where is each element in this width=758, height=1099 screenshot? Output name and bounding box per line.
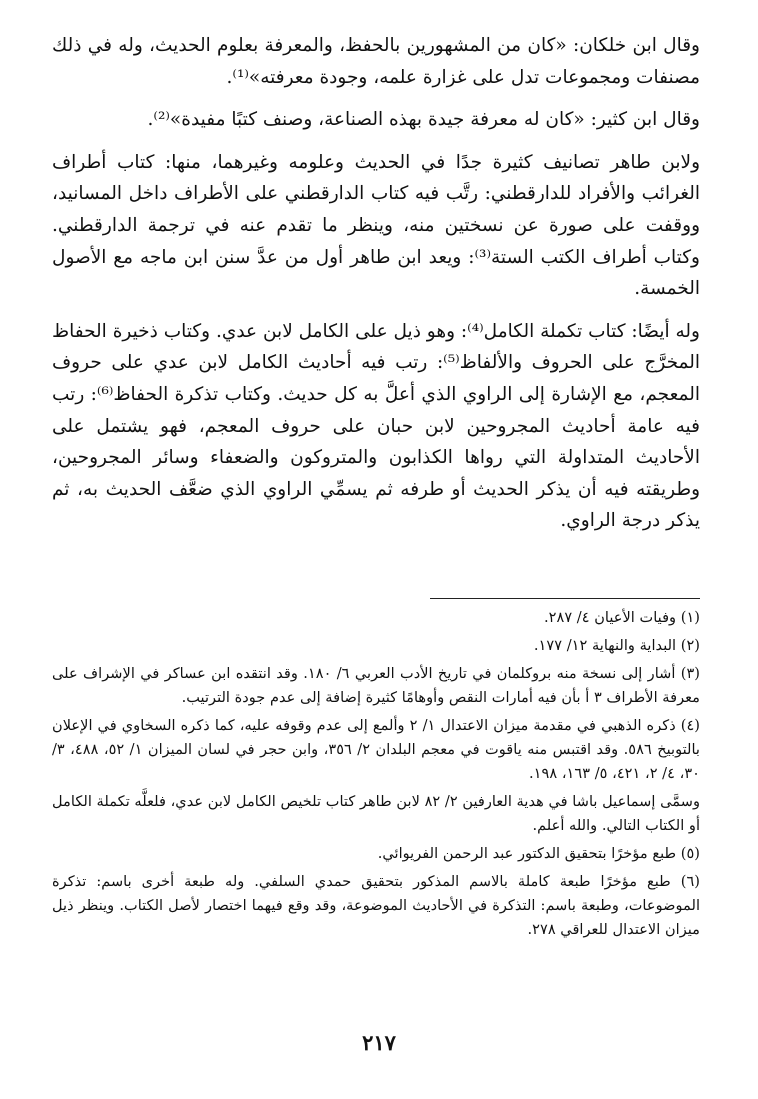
- footnote-3: (٣) أشار إلى نسخة منه بروكلمان في تاريخ الأدب العربي ٦/ ١٨٠. وقد انتقده ابن عساكر في الإشراف على معرفة الأطراف ٣ أ بأن فيه أمارات النقص وأوهامًا كثيرة إضافة إلى عدم جودة الترتيب.: [52, 665, 700, 706]
- paragraph-ibn-kathir-quote: وقال ابن كثير: «كان له معرفة جيدة بهذه الصناعة، وصنف كتبًا مفيدة»⁽²⁾.: [147, 109, 700, 131]
- footnote-6: (٦) طبع مؤخرًا طبعة كاملة بالاسم المذكور بتحقيق حمدي السلفي. وله طبعة أخرى باسم: تذكرة الموضوعات، وطبعة باسم: التذكرة في الأحاديث الموضوعة، وقد وقع فيهما اختصار لأصل الكتاب. وينظر ذيل ميزان الاعتدال للعراقي ٢٧٨.: [52, 873, 700, 938]
- paragraph-works-atraf: ولابن طاهر تصانيف كثيرة جدًا في الحديث وعلومه وغيرهما، منها: كتاب أطراف الغرائب والأفراد للدارقطني: رتَّب فيه كتاب الدارقطني على الأطراف داخل المسانيد، ووقفت على صورة عن نسختين منه، وينظر ما تقدم عنه في ترجمة الدارقطني. وكتاب أطراف الكتب الستة⁽³⁾: ويعد ابن طاهر أول من عدَّ سنن ابن ماجه مع الأصول الخمسة.: [52, 151, 700, 300]
- page-number: ٢١٧: [362, 1030, 396, 1055]
- footnote-5: (٥) طبع مؤخرًا بتحقيق الدكتور عبد الرحمن الفريوائي.: [377, 845, 700, 862]
- footnote-4-continued: وسمَّى إسماعيل باشا في هدية العارفين ٢/ ٨٢ لابن طاهر كتاب تلخيص الكامل لابن عدي، فلعلَّه تكملة الكامل أو الكتاب التالي. والله أعلم.: [52, 793, 700, 834]
- footnotes: [52, 606, 700, 942]
- paragraph-works-takmila: وله أيضًا: كتاب تكملة الكامل⁽⁴⁾: وهو ذيل على الكامل لابن عدي. وكتاب ذخيرة الحفاظ المخرَّج على الحروف والألفاظ⁽⁵⁾: رتب فيه أحاديث الكامل لابن عدي على حروف المعجم، مع الإشارة إلى الراوي الذي أعلَّ به كل حديث. وكتاب تذكرة الحفاظ⁽⁶⁾: رتب فيه عامة أحاديث المجروحين لابن حبان على حروف المعجم، فهو يشتمل على الأحاديث المتداولة التي رواها الكذابون والمتروكون والضعفاء وسائر المجروحين، وطريقته فيه أن يذكر الحديث أو طرفه ثم يسمِّي الراوي الذي ضعَّف الحديث به، ثم يذكر درجة الراوي.: [51, 320, 701, 532]
- footnote-4: (٤) ذكره الذهبي في مقدمة ميزان الاعتدال ١/ ٢ وألمع إلى عدم وقوفه عليه، كما ذكره السخاوي في الإعلان بالتوبيخ ٥٨٦. وقد اقتبس منه ياقوت في معجم البلدان ٢/ ٣٥٦، وابن حجر في لسان الميزان ١/ ٥٢، ٤٨٨، ٣/ ٣٠، ٤/ ٢، ٤٢١، ٥/ ١٦٣، ١٩٨.: [52, 717, 700, 782]
- paragraph-ibn-khallikan-quote: وقال ابن خلكان: «كان من المشهورين بالحفظ، والمعرفة بعلوم الحديث، وله في ذلك مصنفات ومجموعات تدل على غزارة علمه، وجودة معرفته»⁽¹⁾.: [52, 35, 700, 88]
- main-text: [52, 30, 700, 537]
- footnote-1: (١) وفيات الأعيان ٤/ ٢٨٧.: [544, 609, 700, 626]
- footnote-2: (٢) البداية والنهاية ١٢/ ١٧٧.: [533, 637, 700, 654]
- footnote-divider: [430, 598, 700, 599]
